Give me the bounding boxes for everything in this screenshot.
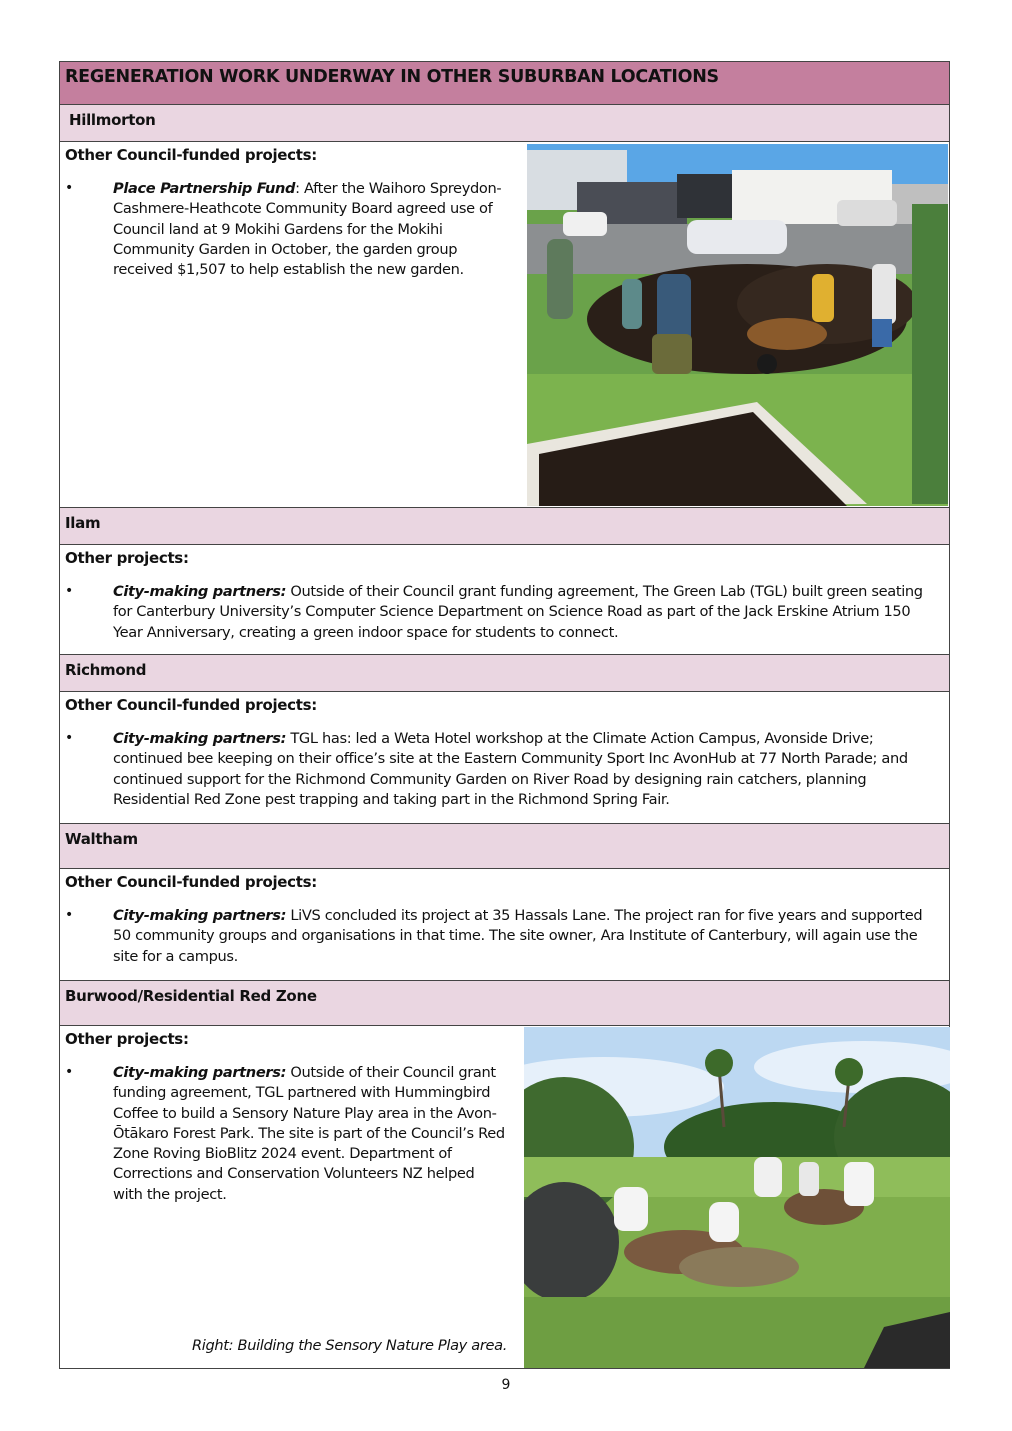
section-body-waltham: [59, 868, 950, 981]
garden-photo: [527, 144, 948, 506]
item-label-waltham: City-making partners:: [113, 907, 287, 924]
section-title-hillmorton: Hillmorton: [69, 111, 156, 129]
bullet-hillmorton: •: [65, 180, 74, 196]
section-body-hillmorton: [59, 141, 950, 508]
section-header-waltham: [59, 823, 950, 869]
main-heading: REGENERATION WORK UNDERWAY IN OTHER SUBURBAN LOCATIONS: [65, 67, 719, 87]
section-title-burwood: Burwood/Residential Red Zone: [65, 987, 317, 1005]
bullet-burwood: •: [65, 1064, 74, 1080]
bullet-ilam: •: [65, 583, 74, 599]
subheading-burwood: Other projects:: [65, 1030, 189, 1048]
subheading-waltham: Other Council-funded projects:: [65, 873, 317, 891]
section-header-hillmorton: [59, 104, 950, 142]
section-body-burwood: [59, 1025, 950, 1369]
item-label-burwood: City-making partners:: [113, 1064, 287, 1081]
section-body-richmond: [59, 691, 950, 824]
section-title-ilam: Ilam: [65, 514, 101, 532]
item-label-richmond: City-making partners:: [113, 730, 287, 747]
subheading-richmond: Other Council-funded projects:: [65, 696, 317, 714]
bullet-richmond: •: [65, 730, 74, 746]
subheading-ilam: Other projects:: [65, 549, 189, 567]
section-header-burwood: [59, 980, 950, 1026]
bullet-waltham: •: [65, 907, 74, 923]
subheading-hillmorton: Other Council-funded projects:: [65, 146, 317, 164]
section-title-waltham: Waltham: [65, 830, 138, 848]
section-header-ilam: [59, 507, 950, 545]
item-ilam: [113, 582, 943, 643]
item-hillmorton: [113, 179, 508, 280]
section-title-richmond: Richmond: [65, 661, 147, 679]
item-text-waltham: LiVS concluded its project at 35 Hassals Lane. The project ran for five years and supported 50 community groups and organisations in that time. The site owner, Ara Institute of Canterbury, will again use the site for a campus.: [113, 907, 923, 965]
page-number: 9: [501, 1377, 511, 1393]
item-text-hillmorton: : After the Waihoro Spreydon-Cashmere-Heathcote Community Board agreed use of Council land at 9 Mokihi Gardens for the Mokihi Community Garden in October, the garden group received $1,507 to help establish the new garden.: [113, 180, 502, 279]
section-body-ilam: [59, 544, 950, 655]
item-richmond: [113, 729, 943, 810]
item-text-richmond: TGL has: led a Weta Hotel workshop at the Climate Action Campus, Avonside Drive; continued bee keeping on their office’s site at the Eastern Community Sport Inc AvonHub at 77 North Parade; and continued support for the Richmond Community Garden on River Road by designing rain catchers, planning Residential Red Zone pest trapping and taking part in the Richmond Spring Fair.: [113, 730, 908, 808]
item-waltham: [113, 906, 943, 967]
main-heading-bar: [59, 61, 950, 105]
item-text-burwood: Outside of their Council grant funding agreement, TGL partnered with Hummingbird Coffee to build a Sensory Nature Play area in the Avon-Ōtākaro Forest Park. The site is part of the Council’s Red Zone Roving BioBlitz 2024 event. Department of Corrections and Conservation Volunteers NZ helped with the project.: [113, 1064, 505, 1203]
item-label-ilam: City-making partners:: [113, 583, 287, 600]
item-text-ilam: Outside of their Council grant funding agreement, The Green Lab (TGL) built green seating for Canterbury University’s Computer Science Department on Science Road as part of the Jack Erskine Atrium 150 Year Anniversary, creating a green indoor space for students to connect.: [113, 583, 923, 641]
item-burwood: [113, 1063, 508, 1205]
item-label-hillmorton: Place Partnership Fund: [113, 180, 296, 197]
photo-caption: Right: Building the Sensory Nature Play area.: [192, 1337, 507, 1354]
nature-play-photo: [524, 1027, 950, 1368]
section-header-richmond: [59, 654, 950, 692]
